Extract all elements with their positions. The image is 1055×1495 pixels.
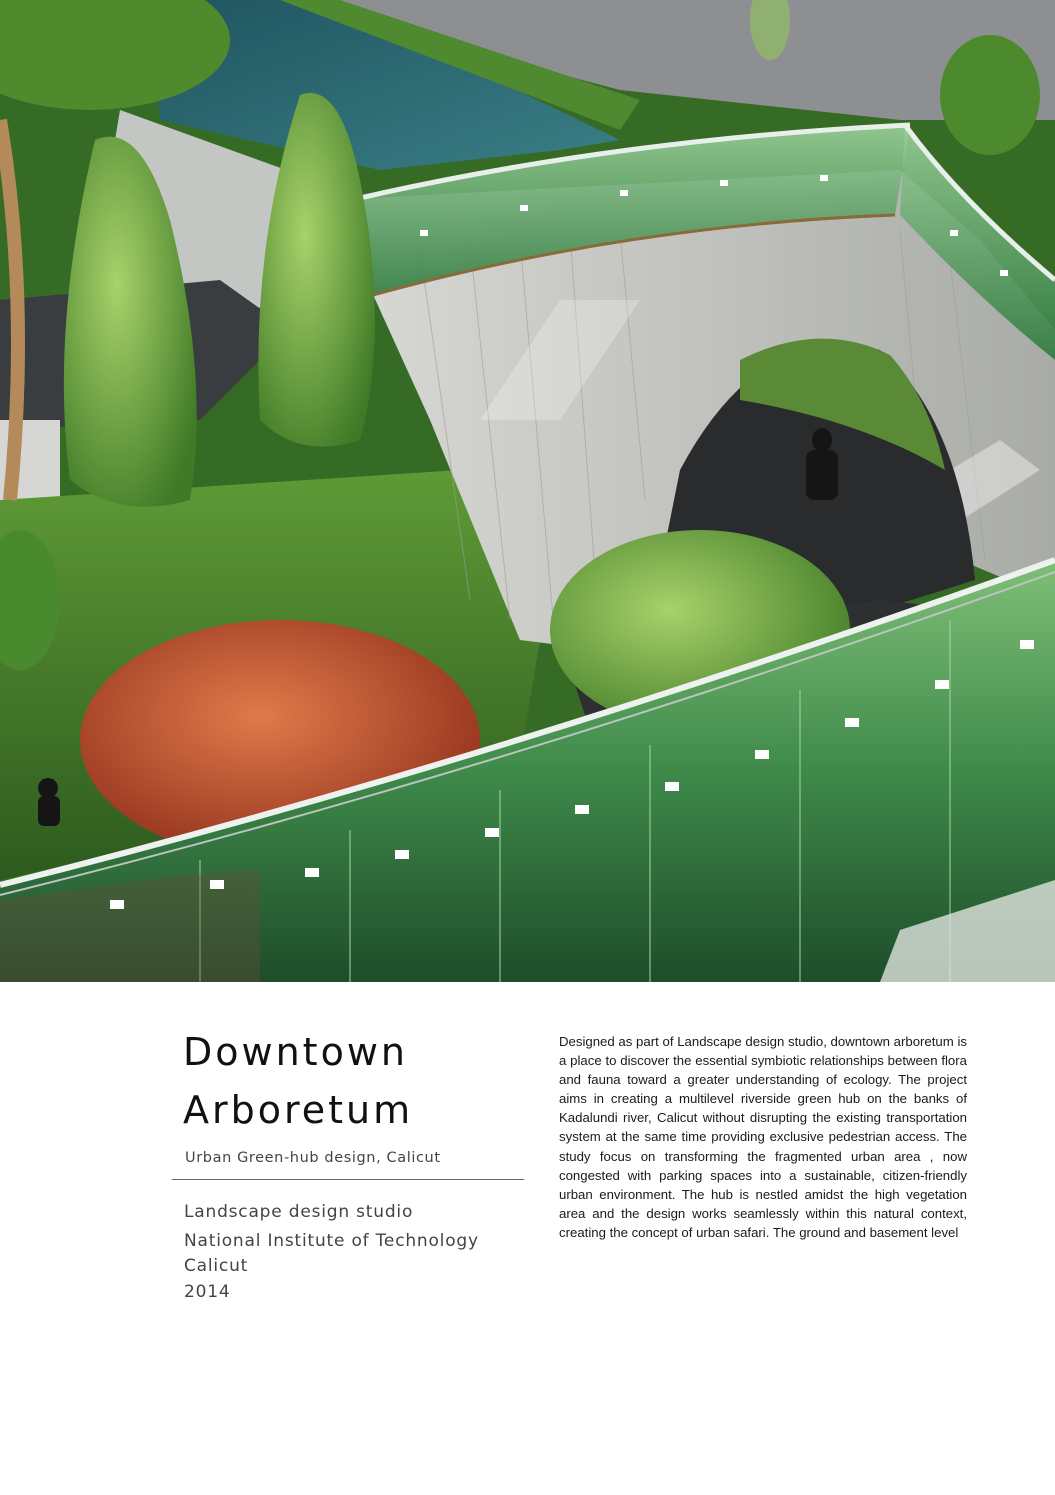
meta-city: Calicut: [184, 1256, 249, 1276]
project-subtitle: Urban Green-hub design, Calicut: [185, 1150, 441, 1166]
project-description: Designed as part of Landscape design studio, downtown arboretum is a place to discover the essential symbiotic relationships between flora and fauna toward a greater understanding of ecology. The project aims in creating a multilevel riverside green hub on the banks of Kadalundi river, Calicut without disrupting the existing transportation system at the same time providing exclusive pedestrian access. The study focus on transforming the fragmented urban area , now congested with parking spaces into a sustainable, citizen-friendly urban environment. The hub is nestled amidst the high vegetation area and the design works seamlessly within this natural context, creating the concept of urban safari. The ground and basement level: [559, 1034, 967, 1240]
page-title-line2: Arboretum: [183, 1088, 414, 1132]
title-divider: [172, 1179, 524, 1180]
page-title-line1: Downtown: [183, 1030, 408, 1074]
meta-year: 2014: [184, 1282, 231, 1302]
meta-studio: Landscape design studio: [184, 1202, 414, 1222]
meta-institution: National Institute of Technology: [184, 1231, 479, 1251]
